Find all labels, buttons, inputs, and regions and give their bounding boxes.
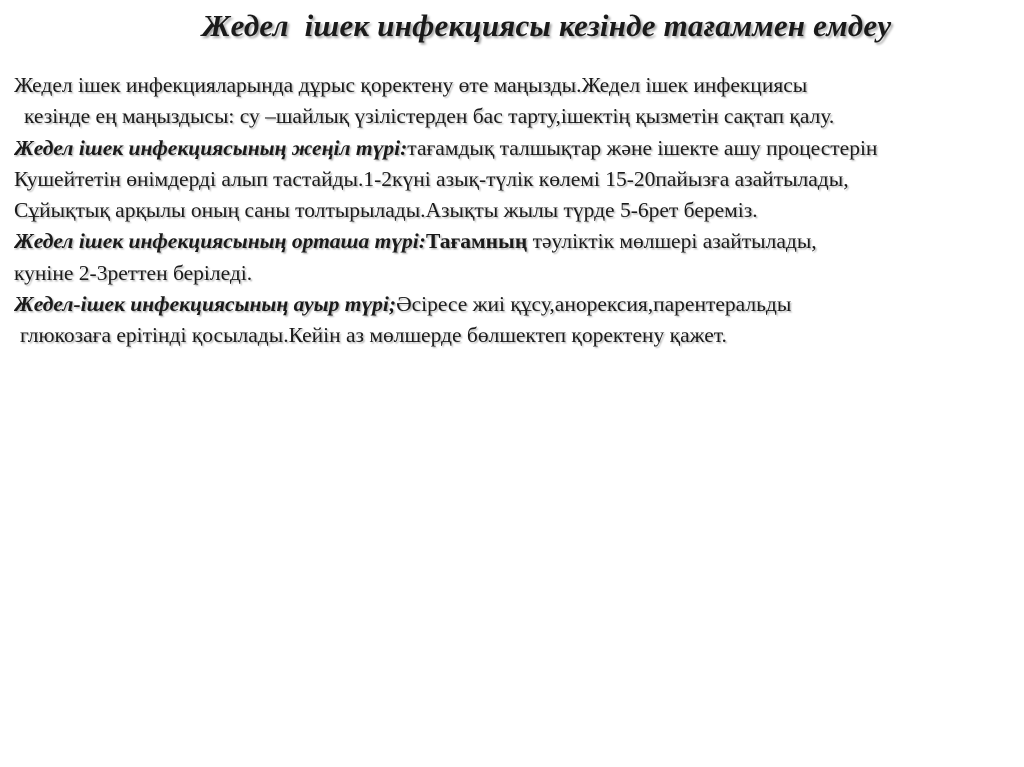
body-line-6 (14, 226, 1024, 257)
heading-moderate-form: Жедел ішек инфекциясының орташа түрі: (14, 229, 426, 254)
body-text: Сұйықтық арқылы оның саны толтырылады.Азықты жылы түрде 5-6рет береміз. (14, 198, 758, 223)
slide-title: Жедел ішек инфекциясы кезінде тағаммен емдеу (202, 8, 892, 43)
body-line-2 (14, 101, 1024, 132)
body-line-8 (14, 289, 1024, 320)
body-line-1 (14, 70, 1024, 101)
body-text: тәуліктік мөлшері азайтылады, (527, 229, 817, 254)
body-line-7 (14, 258, 1024, 289)
body-text: глюкозаға ерітінді қосылады.Кейін аз мөлшерде бөлшектеп қоректену қажет. (20, 323, 727, 348)
body-text: Кушейтетін өнімдерді алып тастайды.1-2күні азық-түлік көлемі 15-20пайызға азайтылады, (14, 166, 849, 191)
body-text: куніне 2-3реттен беріледі. (14, 260, 253, 285)
bold-word: Тағамның (425, 229, 528, 254)
body-text: Жедел ішек инфекцияларында дұрыс қоректену өте маңызды.Жедел ішек инфекциясы (14, 73, 808, 97)
heading-severe-form: Жедел-ішек инфекциясының ауыр түрі; (14, 292, 397, 317)
body-line-4 (14, 164, 1024, 195)
body-line-5 (14, 195, 1024, 226)
body-text: тағамдық талшықтар және ішекте ашу процестерін (407, 135, 878, 160)
slide-body (14, 70, 1024, 352)
body-text: Әсіресе жиі құсу,анорексия,парентеральды (396, 292, 792, 317)
heading-mild-form: Жедел ішек инфекциясының жеңіл түрі: (14, 135, 408, 160)
body-text: кезінде ең маңыздысы: су –шайлық үзілістерден бас тарту,ішектің қызметін сақтап қалу. (24, 104, 835, 129)
body-line-3 (14, 133, 1024, 164)
body-line-9 (14, 320, 1024, 351)
